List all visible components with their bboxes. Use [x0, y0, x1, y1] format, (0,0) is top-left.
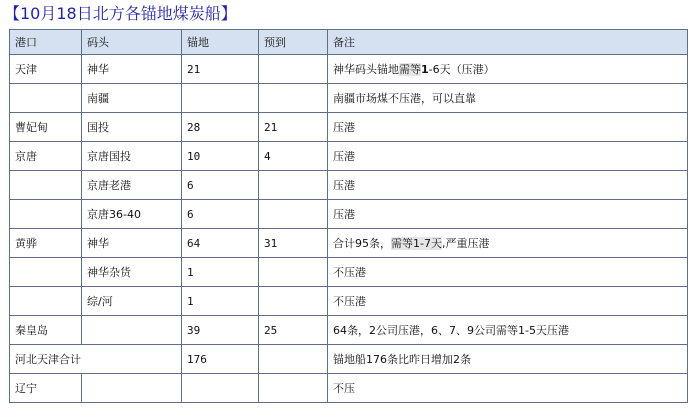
table-row	[10, 55, 688, 84]
cell-remarks: 压港	[328, 113, 688, 142]
cell-terminal	[82, 374, 182, 403]
cell-remarks	[328, 229, 688, 258]
remarks-text: 合计95条，	[333, 237, 391, 250]
table-row	[10, 200, 688, 229]
cell-remarks: 不压	[328, 374, 688, 403]
table-row	[10, 229, 688, 258]
remarks-highlight: 需等1-7天	[391, 237, 442, 250]
cell-anchorage: 1	[182, 287, 259, 316]
header-anchorage: 锚地	[182, 30, 259, 55]
cell-expected	[259, 345, 328, 374]
table-row	[10, 84, 688, 113]
cell-expected	[259, 55, 328, 84]
cell-terminal: 京唐老港	[82, 171, 182, 200]
page-title: 【10月18日北方各锚地煤炭船】	[4, 4, 237, 23]
cell-expected	[259, 258, 328, 287]
cell-terminal: 综/河	[82, 287, 182, 316]
cell-terminal: 京唐国投	[82, 142, 182, 171]
coal-ship-anchorage-table	[9, 29, 688, 403]
cell-expected	[259, 287, 328, 316]
cell-terminal	[82, 316, 182, 345]
cell-expected: 31	[259, 229, 328, 258]
cell-remarks: 南疆市场煤不压港，可以直靠	[328, 84, 688, 113]
cell-anchorage: 10	[182, 142, 259, 171]
cell-port	[10, 171, 82, 200]
cell-expected: 4	[259, 142, 328, 171]
cell-terminal: 国投	[82, 113, 182, 142]
cell-expected: 25	[259, 316, 328, 345]
cell-expected	[259, 171, 328, 200]
header-remarks: 备注	[328, 30, 688, 55]
cell-port: 秦皇岛	[10, 316, 82, 345]
header-port: 港口	[10, 30, 82, 55]
cell-anchorage	[182, 84, 259, 113]
cell-port	[10, 287, 82, 316]
cell-expected	[259, 84, 328, 113]
cell-remarks: 不压港	[328, 258, 688, 287]
cell-anchorage: 21	[182, 55, 259, 84]
table-row-total	[10, 345, 688, 374]
cell-port: 黄骅	[10, 229, 82, 258]
cell-port: 天津	[10, 55, 82, 84]
cell-anchorage: 1	[182, 258, 259, 287]
cell-port: 京唐	[10, 142, 82, 171]
cell-anchorage	[182, 374, 259, 403]
remarks-text: ,严重压港	[441, 237, 490, 250]
table-row	[10, 171, 688, 200]
cell-remarks	[328, 55, 688, 84]
cell-port: 河北天津合计	[10, 345, 182, 374]
cell-expected: 21	[259, 113, 328, 142]
cell-expected	[259, 374, 328, 403]
cell-port	[10, 84, 82, 113]
table-row	[10, 142, 688, 171]
cell-remarks: 压港	[328, 171, 688, 200]
cell-remarks: 不压港	[328, 287, 688, 316]
cell-remarks: 压港	[328, 142, 688, 171]
cell-remarks: 压港	[328, 200, 688, 229]
cell-port: 辽宁	[10, 374, 82, 403]
table-header-row	[10, 30, 688, 55]
cell-port	[10, 200, 82, 229]
remarks-highlight: 需等	[399, 63, 421, 76]
cell-terminal: 神华	[82, 55, 182, 84]
cell-terminal: 南疆	[82, 84, 182, 113]
cell-remarks: 64条，2公司压港，6、7、9公司需等1-5天压港	[328, 316, 688, 345]
cell-anchorage: 6	[182, 171, 259, 200]
cell-terminal: 神华杂货	[82, 258, 182, 287]
cell-anchorage: 176	[182, 345, 259, 374]
table-row	[10, 258, 688, 287]
remarks-text: -6天（压港）	[428, 63, 495, 76]
header-terminal: 码头	[82, 30, 182, 55]
cell-terminal: 神华	[82, 229, 182, 258]
table-row	[10, 316, 688, 345]
cell-anchorage: 28	[182, 113, 259, 142]
cell-port	[10, 258, 82, 287]
cell-port: 曹妃甸	[10, 113, 82, 142]
table-row	[10, 374, 688, 403]
header-expected: 预到	[259, 30, 328, 55]
cell-remarks: 锚地船176条比昨日增加2条	[328, 345, 688, 374]
cell-anchorage: 6	[182, 200, 259, 229]
table-row	[10, 113, 688, 142]
remarks-text: 神华码头锚地	[333, 63, 399, 76]
table-row	[10, 287, 688, 316]
cell-anchorage: 39	[182, 316, 259, 345]
cell-anchorage: 64	[182, 229, 259, 258]
cell-terminal: 京唐36-40	[82, 200, 182, 229]
cell-expected	[259, 200, 328, 229]
remarks-bold: 1	[421, 63, 429, 76]
